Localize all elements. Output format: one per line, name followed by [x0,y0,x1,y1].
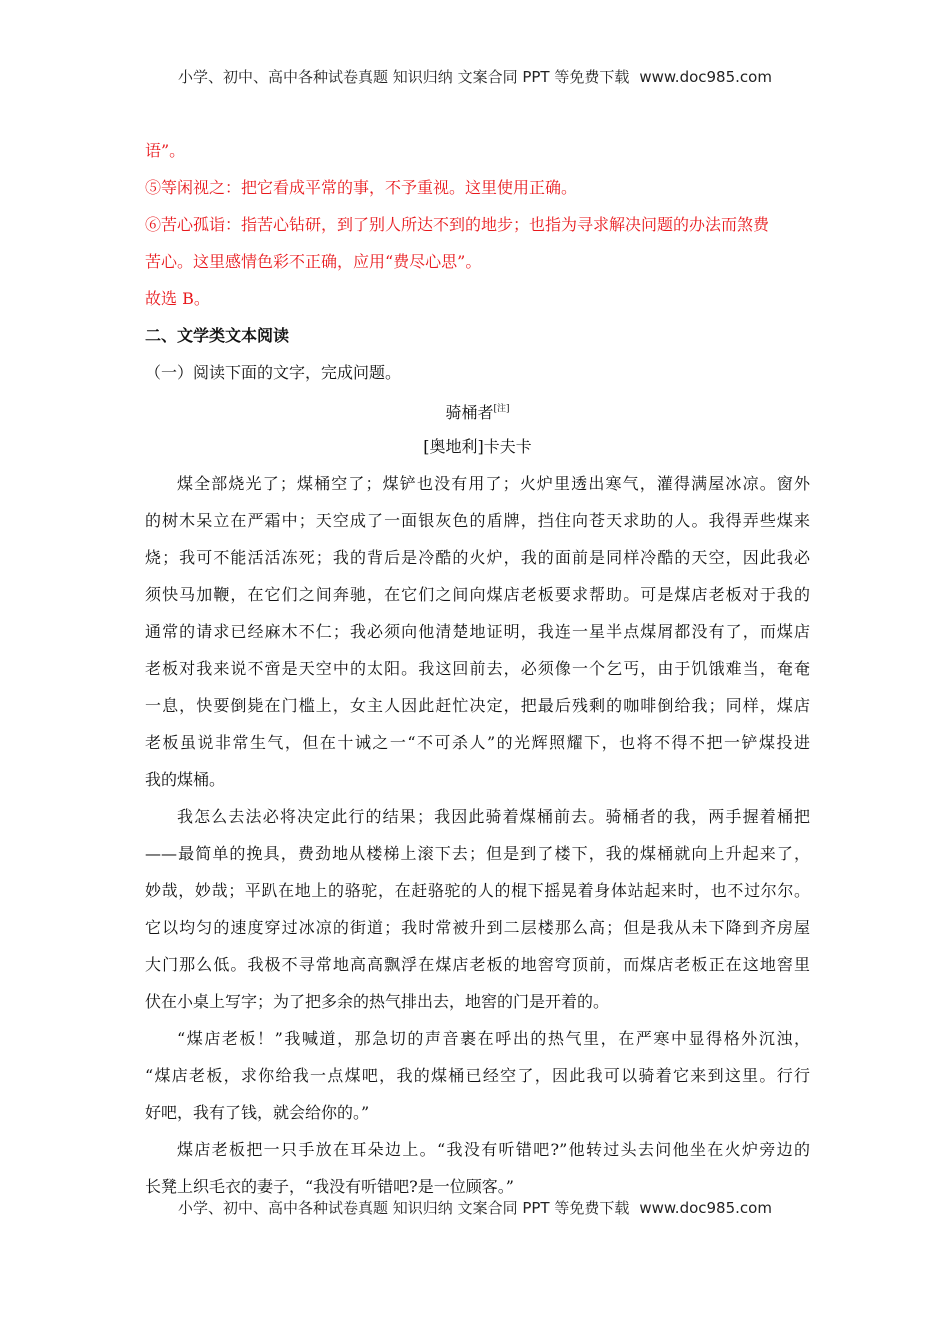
story-title-note: [注] [493,404,510,414]
story-line: “煤店老板，求你给我一点煤吧，我的煤桶已经空了，因此我可以骑着它来到这里。行行 [145,1066,810,1085]
story-title-text: 骑桶者 [445,403,494,422]
story-line: 大门那么低。我极不寻常地高高飘浮在煤店老板的地窖穹顶前，而煤店老板正在这地窖里 [145,955,810,974]
story-line: 我怎么去法必将决定此行的结果；我因此骑着煤桶前去。骑桶者的我，两手握着桶把 [177,807,810,826]
footer-url[interactable]: www.doc985.com [639,1199,772,1217]
answer-line: 苦心。这里感情色彩不正确，应用“费尽心思”。 [145,252,482,271]
header-url[interactable]: www.doc985.com [639,68,772,86]
footer-text: 小学、初中、高中各种试卷真题 知识归纳 文案合同 PPT 等免费下载 [178,1199,630,1217]
story-line: 我的煤桶。 [145,770,226,789]
story-line: 妙哉，妙哉；平趴在地上的骆驼，在赶骆驼的人的棍下摇晃着身体站起来时，也不过尔尔。 [145,881,810,900]
story-line: 它以均匀的速度穿过冰凉的街道；我时常被升到二层楼那么高；但是我从未下降到齐房屋 [145,918,810,937]
story-line: 煤店老板把一只手放在耳朵边上。“我没有听错吧?”他转过头去问他坐在火炉旁边的 [177,1140,810,1159]
page-header [0,66,950,87]
story-line: 煤全部烧光了；煤桶空了；煤铲也没有用了；火炉里透出寒气，灌得满屋冰凉。窗外 [177,474,810,493]
answer-choice: 故选 B。 [145,289,210,308]
story-line: 好吧，我有了钱，就会给你的。” [145,1103,370,1122]
story-line: 须快马加鞭，在它们之间奔驰，在它们之间向煤店老板要求帮助。可是煤店老板对于我的 [145,585,810,604]
page-footer [0,1197,950,1218]
answer-line: 语”。 [145,141,186,160]
story-line: 通常的请求已经麻木不仁；我必须向他清楚地证明，我连一星半点煤屑都没有了，而煤店 [145,622,810,641]
answer-line: ⑥苦心孤诣：指苦心钻研，到了别人所达不到的地步；也指为寻求解决问题的办法而煞费 [145,215,770,234]
story-paragraph-2 [145,798,810,1020]
story-author: [奥地利]卡夫卡 [423,437,532,456]
story-paragraph-4 [145,1131,810,1205]
story-line: “煤店老板！”我喊道，那急切的声音裹在呼出的热气里，在严寒中显得格外沉浊， [177,1029,810,1048]
story-line: 伏在小桌上写字；为了把多余的热气排出去，地窖的门是开着的。 [145,992,610,1011]
document-body [145,132,810,1205]
story-paragraph-3 [145,1020,810,1131]
sub-instruction: （一）阅读下面的文字，完成问题。 [145,363,402,382]
story-title [145,391,810,428]
story-line: 长凳上织毛衣的妻子，“我没有听错吧?是一位顾客。” [145,1177,514,1196]
story-paragraph-1 [145,465,810,798]
story-line: 老板虽说非常生气，但在十诫之一“不可杀人”的光辉照耀下，也将不得不把一铲煤投进 [145,733,810,752]
story-line: 老板对我来说不啻是天空中的太阳。我这回前去，必须像一个乞丐，由于饥饿难当，奄奄 [145,659,810,678]
answer-line: ⑤等闲视之：把它看成平常的事，不予重视。这里使用正确。 [145,178,578,197]
header-text: 小学、初中、高中各种试卷真题 知识归纳 文案合同 PPT 等免费下载 [178,68,630,86]
story-line: 烧；我可不能活活冻死；我的背后是冷酷的火炉，我的面前是同样冷酷的天空，因此我必 [145,548,810,567]
story-line: 一息，快要倒毙在门槛上，女主人因此赶忙决定，把最后残剩的咖啡倒给我；同样，煤店 [145,696,810,715]
story-line: 的树木呆立在严霜中；天空成了一面银灰色的盾牌，挡住向苍天求助的人。我得弄些煤来 [145,511,810,530]
section-title: 二、文学类文本阅读 [145,326,290,345]
story-line: ——最简单的挽具，费劲地从楼梯上滚下去；但是到了楼下，我的煤桶就向上升起来了， [145,844,810,863]
